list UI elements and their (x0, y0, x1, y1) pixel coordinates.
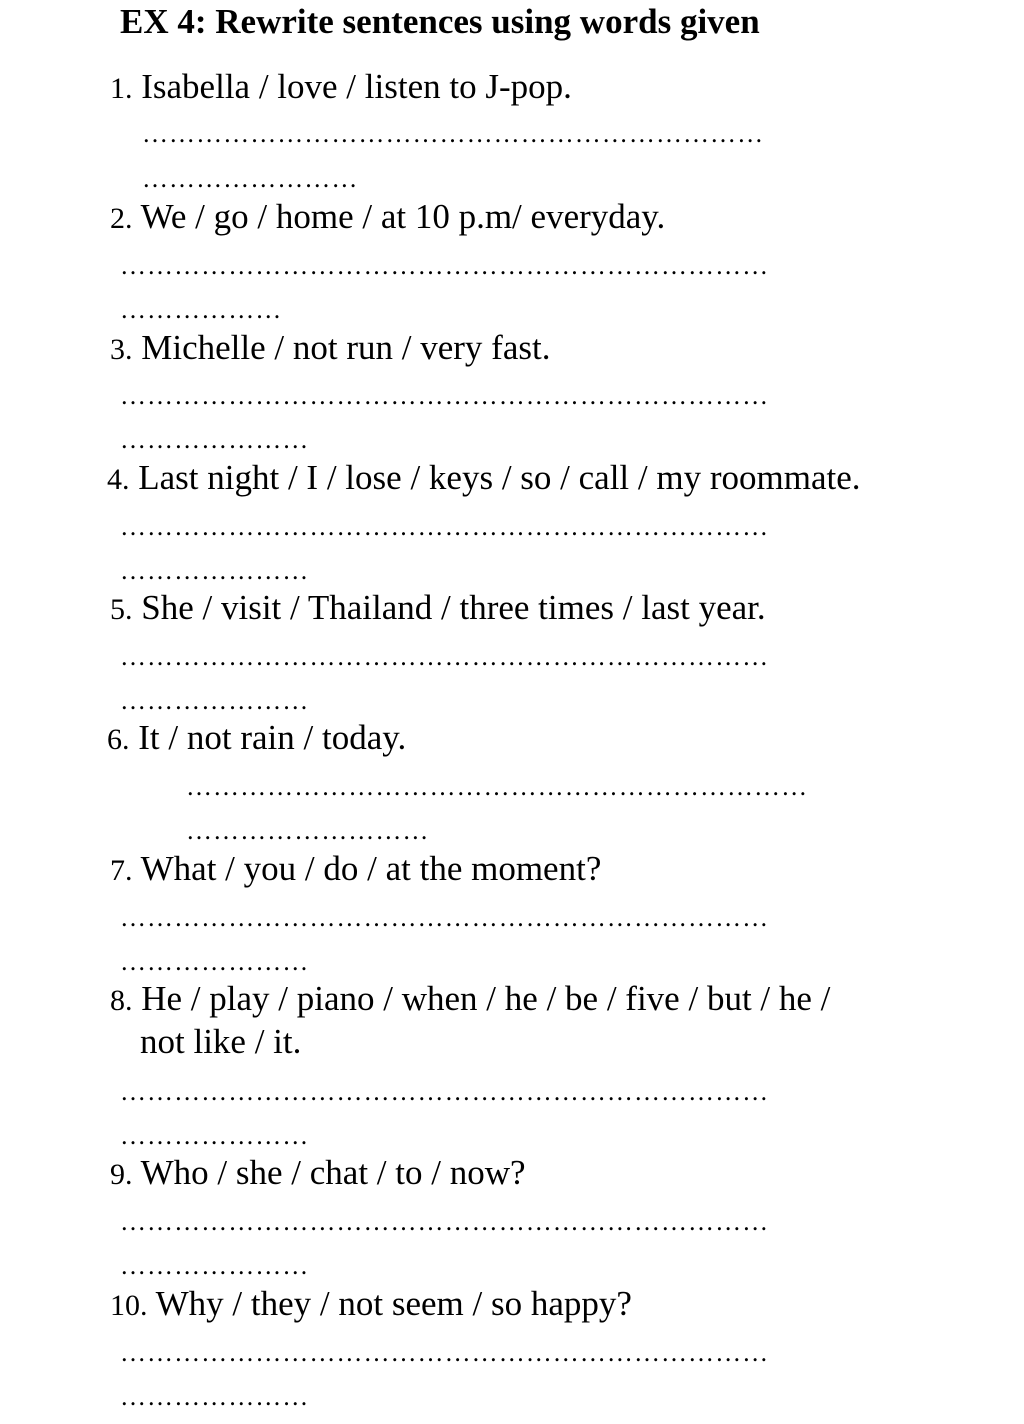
question-number: 10. (110, 1289, 148, 1322)
question-number: 4. (107, 463, 130, 496)
question-prompt: What / you / do / at the moment? (140, 849, 602, 888)
question-4 (107, 457, 861, 501)
question-1 (110, 66, 572, 110)
answer-line-9a[interactable]: ……………………………………………………………… (120, 1208, 770, 1236)
answer-line-5a[interactable]: ……………………………………………………………… (120, 643, 770, 671)
answer-line-8a[interactable]: ……………………………………………………………… (120, 1078, 770, 1106)
question-5 (110, 587, 766, 631)
question-prompt: Who / she / chat / to / now? (140, 1153, 526, 1192)
question-number: 7. (110, 854, 133, 887)
question-8-continuation: not like / it. (140, 1022, 302, 1061)
answer-line-6b[interactable]: ……………………… (186, 817, 430, 845)
question-prompt: She / visit / Thailand / three times / last year. (141, 588, 766, 627)
question-9 (110, 1152, 526, 1196)
answer-line-2a[interactable]: ……………………………………………………………… (120, 252, 770, 280)
answer-line-4b[interactable]: ………………… (120, 557, 310, 585)
question-number: 8. (110, 984, 133, 1017)
question-prompt: Last night / I / lose / keys / so / call / my roommate. (138, 458, 861, 497)
question-number: 6. (107, 723, 130, 756)
answer-line-5b[interactable]: ………………… (120, 687, 310, 715)
exercise-title: EX 4: Rewrite sentences using words given (120, 2, 760, 41)
answer-line-3a[interactable]: ……………………………………………………………… (120, 382, 770, 410)
answer-line-3b[interactable]: ………………… (120, 426, 310, 454)
answer-line-2b[interactable]: ……………… (120, 296, 283, 324)
question-prompt: Isabella / love / listen to J-pop. (141, 67, 572, 106)
answer-line-7a[interactable]: ……………………………………………………………… (120, 904, 770, 932)
answer-line-6a[interactable]: …………………………………………………………… (186, 773, 809, 801)
question-7 (110, 848, 601, 892)
answer-line-1b[interactable]: …………………… (142, 165, 359, 193)
question-2 (110, 196, 665, 240)
question-prompt: It / not rain / today. (138, 718, 407, 757)
question-prompt: Michelle / not run / very fast. (141, 328, 551, 367)
question-number: 2. (110, 202, 133, 235)
question-prompt: He / play / piano / when / he / be / five / but / he / (141, 979, 831, 1018)
question-prompt: Why / they / not seem / so happy? (155, 1284, 632, 1323)
question-number: 9. (110, 1158, 133, 1191)
question-3 (110, 327, 550, 371)
question-6 (107, 717, 406, 761)
question-prompt: We / go / home / at 10 p.m/ everyday. (140, 197, 666, 236)
question-number: 3. (110, 333, 133, 366)
question-8 (110, 978, 830, 1022)
question-number: 5. (110, 593, 133, 626)
answer-line-8b[interactable]: ………………… (120, 1122, 310, 1150)
answer-line-9b[interactable]: ………………… (120, 1252, 310, 1280)
answer-line-4a[interactable]: ……………………………………………………………… (120, 513, 770, 541)
question-10 (110, 1283, 632, 1327)
answer-line-10a[interactable]: ……………………………………………………………… (120, 1339, 770, 1367)
answer-line-10b[interactable]: ………………… (120, 1383, 310, 1411)
answer-line-1a[interactable]: …………………………………………………………… (142, 120, 765, 148)
question-number: 1. (110, 72, 133, 105)
answer-line-7b[interactable]: ………………… (120, 948, 310, 976)
